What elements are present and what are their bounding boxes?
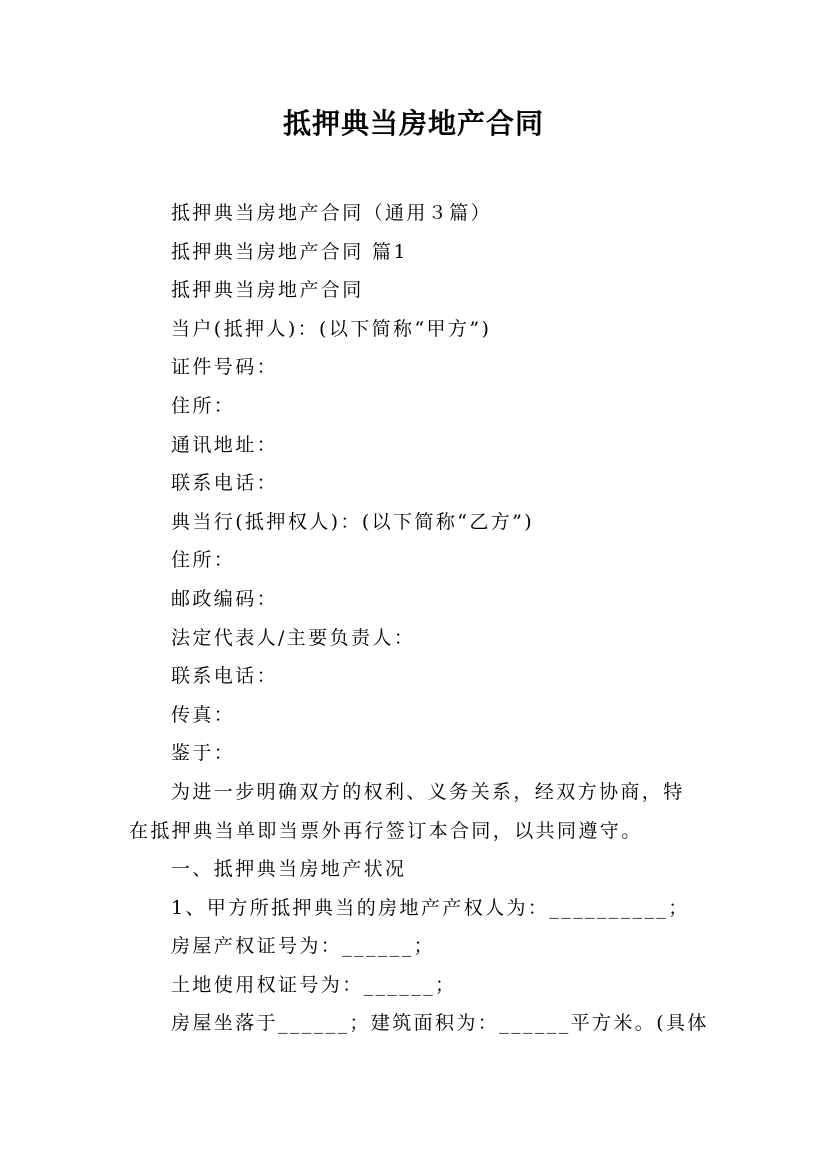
paragraph-line: 在抵押典当单即当票外再行签订本合同，以共同遵守。 [129, 819, 643, 842]
paragraph-line: 鉴于： [171, 742, 236, 765]
paragraph-line: 抵押典当房地产合同 [171, 279, 364, 302]
paragraph-line: 传真： [171, 703, 236, 726]
paragraph-line: 典当行(抵押权人)：(以下简称“乙方”) [171, 510, 535, 533]
paragraph-line: 房屋坐落于______；建筑面积为：______平方米。(具体 [171, 1012, 709, 1035]
paragraph-line: 通讯地址： [171, 433, 279, 456]
paragraph-line: 联系电话： [171, 472, 279, 495]
paragraph-line: 住所： [171, 394, 236, 417]
section-heading: 一、抵押典当房地产状况 [171, 858, 407, 881]
document-title: 抵押典当房地产合同 [282, 107, 544, 140]
paragraph-line: 住所： [171, 549, 236, 572]
paragraph-line: 房屋产权证号为：______； [171, 935, 436, 958]
paragraph-line: 为进一步明确双方的权利、义务关系，经双方协商，特 [171, 780, 685, 803]
paragraph-line: 证件号码： [171, 356, 279, 379]
paragraph-line: 土地使用权证号为：______； [171, 973, 457, 996]
paragraph-line: 联系电话： [171, 665, 279, 688]
paragraph-line: 抵押典当房地产合同（通用３篇） [171, 202, 493, 224]
paragraph-line: 1、甲方所抵押典当的房地产产权人为：__________； [171, 896, 690, 919]
paragraph-line: 法定代表人/主要负责人： [171, 626, 416, 649]
paragraph-line: 邮政编码： [171, 587, 279, 610]
paragraph-line: 当户(抵押人)：(以下简称“甲方”) [171, 317, 492, 340]
document-body [129, 194, 709, 1043]
paragraph-line: 抵押典当房地产合同 篇1 [171, 240, 408, 263]
